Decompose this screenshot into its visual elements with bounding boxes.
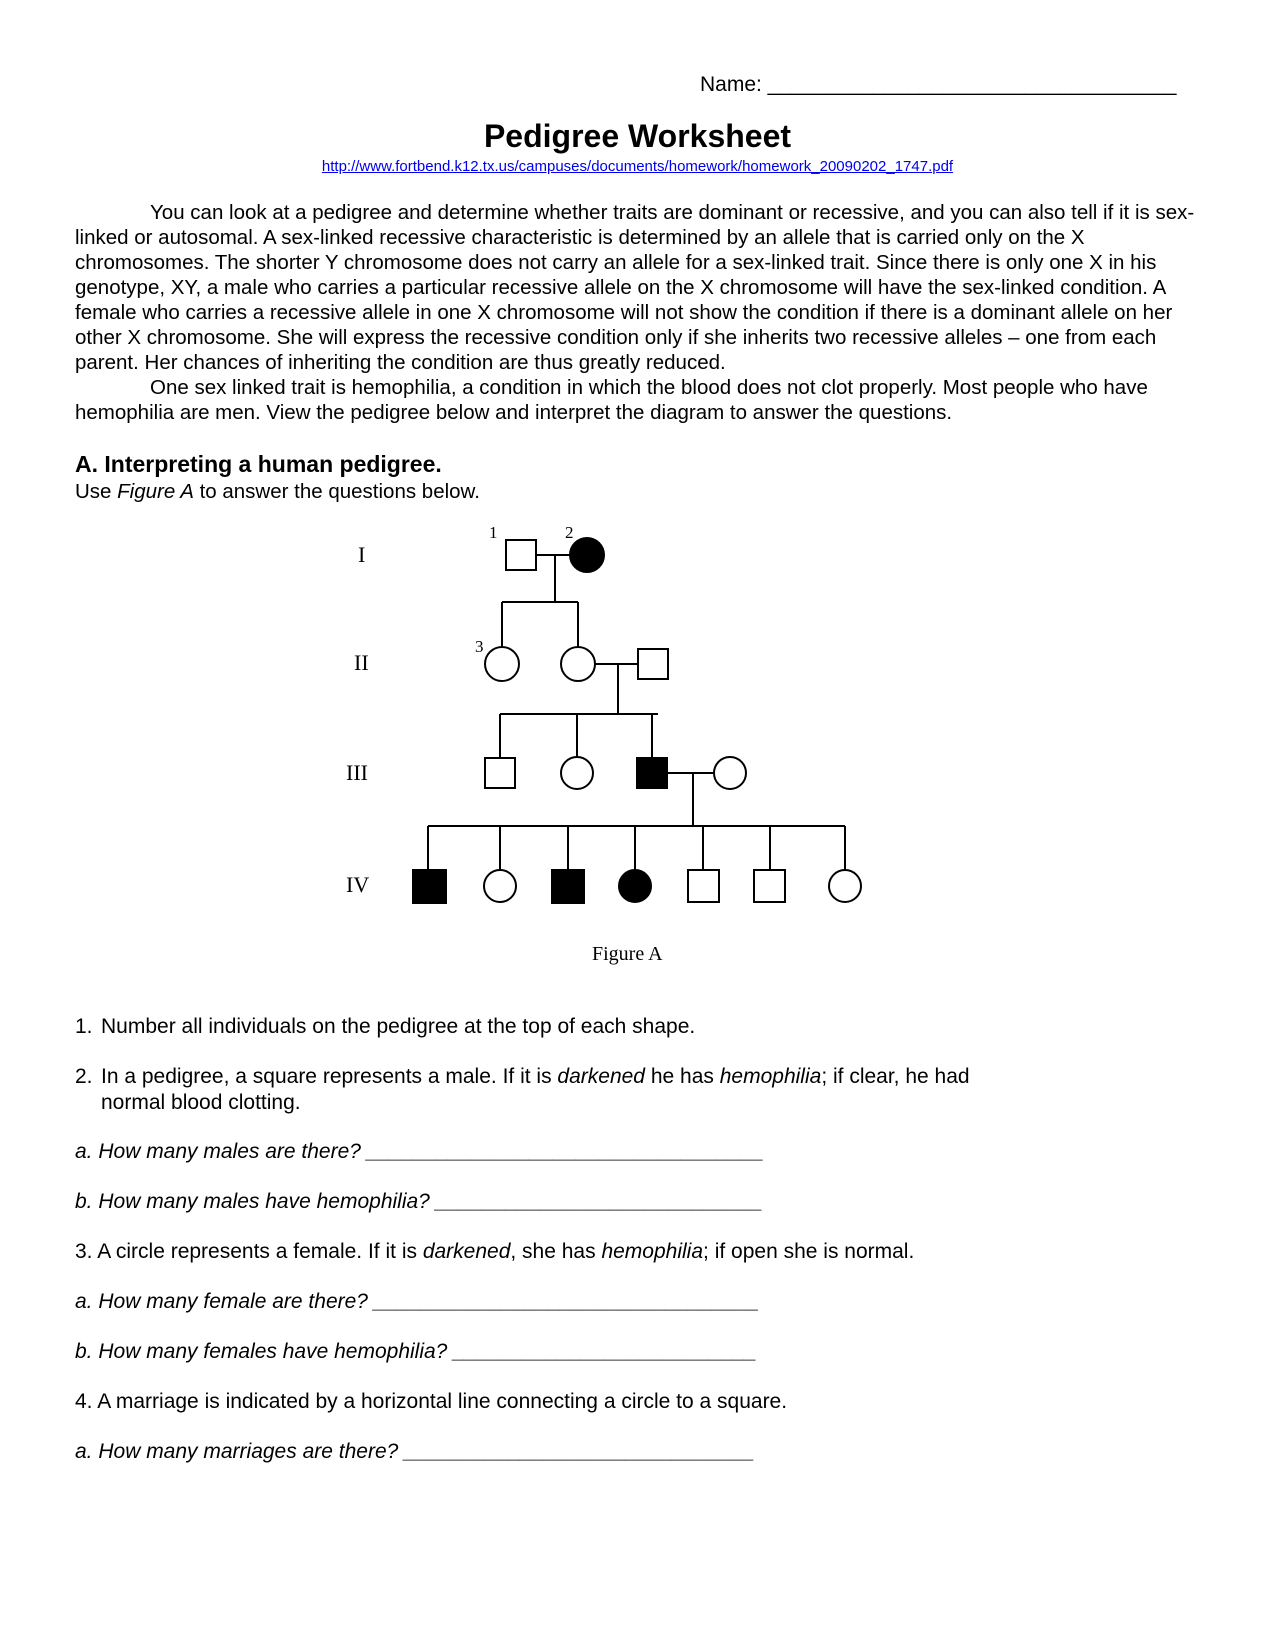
question-2-number: 2. <box>75 1065 93 1088</box>
gen3-male <box>485 758 515 788</box>
question-3a[interactable]: a. How many female are there? _________________________________ <box>75 1290 760 1313</box>
gen4-male-affected <box>413 870 446 903</box>
intro-text <box>75 200 1200 425</box>
question-2-line-2: normal blood clotting. <box>101 1091 301 1114</box>
name-field-line: Name: ___________________________________ <box>700 73 1177 96</box>
gen4-male <box>688 870 719 902</box>
question-1-number: 1. <box>75 1015 93 1038</box>
question-3-em-hemophilia: hemophilia <box>601 1240 704 1263</box>
gen3-spouse-female <box>714 757 746 789</box>
pedigree-figure <box>340 523 920 1020</box>
question-3 <box>75 1239 914 1265</box>
question-2b[interactable]: b. How many males have hemophilia? ____________________________ <box>75 1190 763 1213</box>
generation-label-4: IV <box>346 872 370 897</box>
section-a-heading: A. Interpreting a human pedigree. <box>75 451 442 477</box>
section-a-instruction <box>75 480 480 504</box>
individual-number-2: 2 <box>565 523 574 542</box>
gen4-female <box>829 870 861 902</box>
question-3-em-darkened: darkened <box>422 1240 511 1263</box>
page-title: Pedigree Worksheet <box>483 118 792 154</box>
question-3-text-c: ; if open she is normal. <box>703 1240 915 1263</box>
gen2-female <box>561 647 595 681</box>
gen4-male-affected <box>552 870 584 903</box>
individual-2-female-affected <box>570 538 604 572</box>
instruction-figure-ref: Figure A <box>117 480 194 503</box>
intro-paragraph-1: You can look at a pedigree and determine whether traits are dominant or recessive, and you can also tell if it is sex-linked or autosomal. A sex-linked recessive characteristic is determined by an allele that is carried only on the X chromosomes. The shorter Y chromosome does not carry an allele for a sex-linked trait. Since there is only one X in his genotype, XY, a male who carries a particular recessive allele on the X chromosome will have the sex-linked condition. A female who carries a recessive allele in one X chromosome will not show the condition if there is a dominant allele on her other X chromosome. She will express the recessive condition only if she inherits two recessive alleles – one from each parent. Her chances of inheriting the condition are thus greatly reduced. <box>75 201 1195 374</box>
individual-number-1: 1 <box>489 523 498 542</box>
question-1-text: Number all individuals on the pedigree at the top of each shape. <box>101 1015 696 1038</box>
instruction-prefix: Use <box>75 480 118 503</box>
question-4: 4. A marriage is indicated by a horizontal line connecting a circle to a square. <box>75 1390 788 1413</box>
gen3-female <box>561 757 593 789</box>
figure-caption: Figure A <box>592 943 663 965</box>
question-3-text-a: 3. A circle represents a female. If it is <box>75 1240 423 1263</box>
intro-paragraph-2: One sex linked trait is hemophilia, a condition in which the blood does not clot properly. Most people who have hemophilia are men. View the pedigree below and interpret the diagram to answer the questions. <box>75 376 1148 424</box>
generation-label-1: I <box>358 542 366 567</box>
question-3b[interactable]: b. How many females have hemophilia? __________________________ <box>75 1340 757 1363</box>
individual-3-female <box>485 647 519 681</box>
question-2-em-darkened: darkened <box>557 1065 645 1088</box>
gen3-male-affected <box>637 758 667 788</box>
question-2-text-c: ; if clear, he had <box>821 1065 970 1088</box>
gen4-female <box>484 870 516 902</box>
question-4a[interactable]: a. How many marriages are there? ______________________________ <box>75 1440 755 1463</box>
gen4-female-affected <box>619 870 651 902</box>
generation-label-2: II <box>354 650 369 675</box>
individual-1-male <box>506 540 536 570</box>
question-2a[interactable]: a. How many males are there? __________________________________ <box>75 1140 764 1163</box>
question-2 <box>75 1064 970 1116</box>
question-3-text-b: , she has <box>510 1240 602 1263</box>
source-link[interactable]: http://www.fortbend.k12.tx.us/campuses/documents/homework/homework_20090202_1747.pdf <box>321 158 954 175</box>
question-1 <box>75 1014 695 1040</box>
individual-number-3: 3 <box>475 637 484 656</box>
question-2-text-b: he has <box>645 1065 720 1088</box>
question-2-em-hemophilia: hemophilia <box>719 1065 822 1088</box>
generation-label-3: III <box>346 760 368 785</box>
gen2-male <box>638 649 668 679</box>
gen4-male <box>754 870 785 902</box>
instruction-suffix: to answer the questions below. <box>193 480 480 503</box>
question-2-text-a: In a pedigree, a square represents a male. If it is <box>101 1065 558 1088</box>
pedigree-diagram <box>340 523 920 1020</box>
